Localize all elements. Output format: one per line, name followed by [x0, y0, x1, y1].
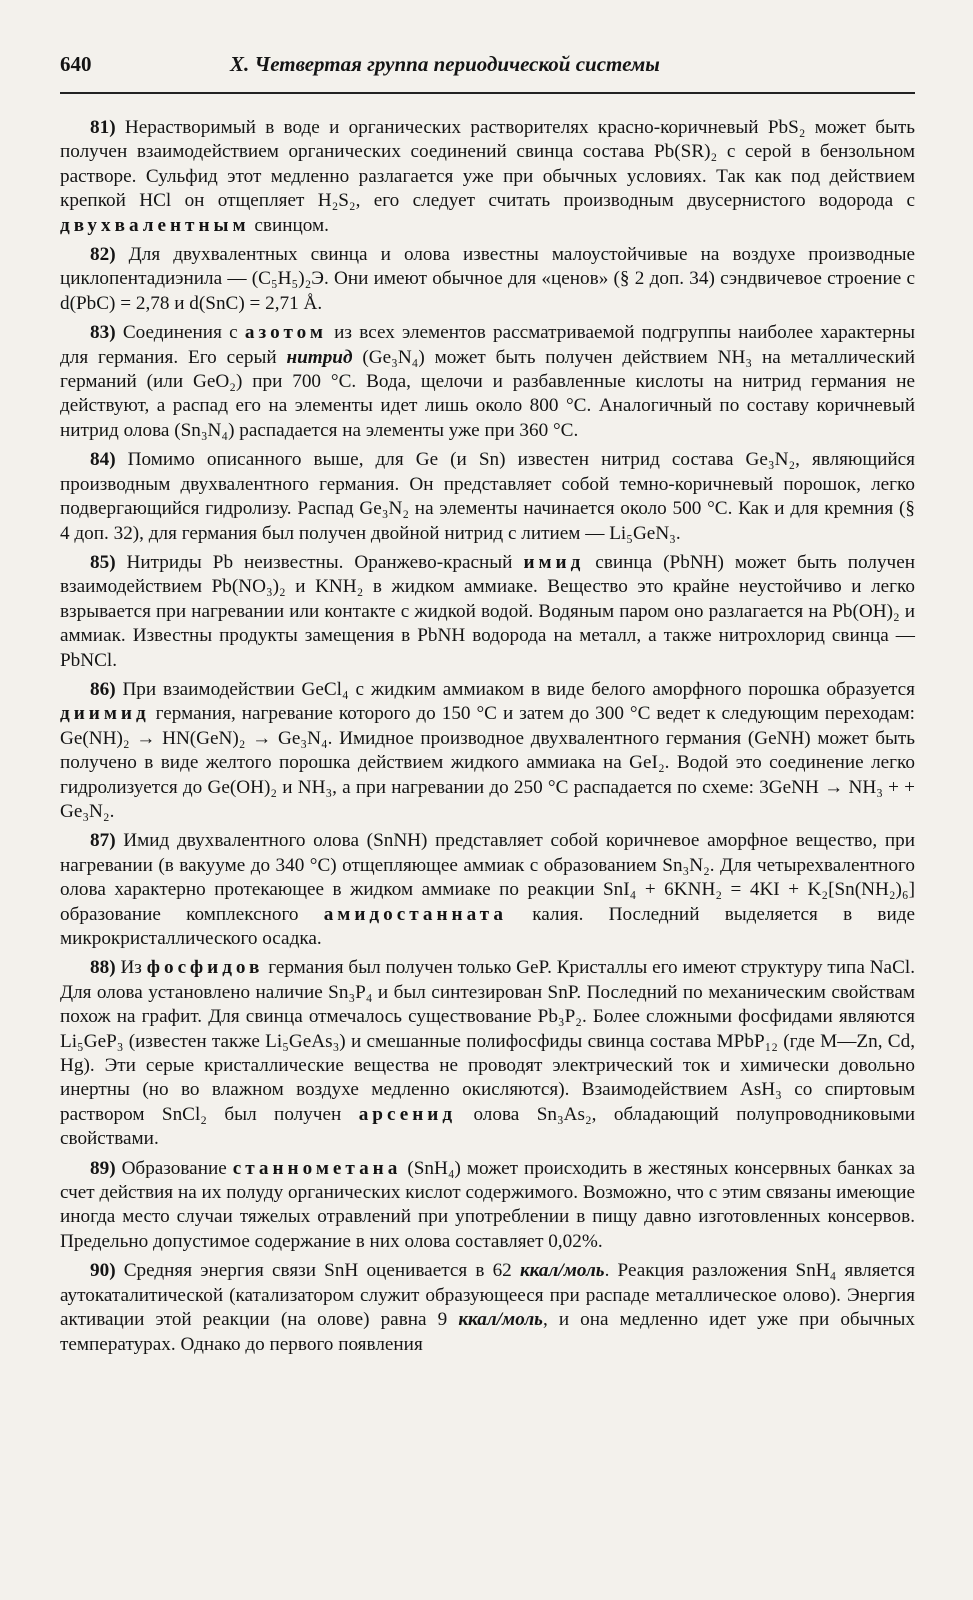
spaced-term: станнометана [232, 1157, 402, 1179]
paragraph [60, 321, 915, 443]
running-title: X. Четвертая группа периодической системы [230, 52, 660, 76]
paragraph [60, 243, 915, 316]
paragraph-text: свинца (PbNH) может быть получен взаимодействием Pb(NO₃)₂ и KNH₂ в жидком аммиаке. Вещество это крайне неустойчиво и легко взрывается при нагревании или контакте с жидкой водой. Водяным паром оно разлагается на Pb(OH)₂ и аммиак. Известны продукты замещения в PbNH водорода на металл, а также нитрохлорид свинца — PbNCl. [60, 551, 915, 671]
spaced-term: фосфидов [146, 957, 264, 979]
paragraph [60, 956, 915, 1151]
italic-term: ккал/моль [519, 1260, 605, 1282]
paragraph-number: 88) [90, 957, 116, 979]
paragraph-text: (Ge₃N₄) может быть получен действием NH₃ на металлический германий (или GeO₂) при 700 °C. Вода, щелочи и разбавленные кислоты на нитрид германия не действуют, а распад его на элементы идет лишь около 800 °C. Аналогичный по составу коричневый нитрид олова (Sn₃N₄) распадается на элементы уже при 360 °C. [60, 346, 915, 441]
paragraph [60, 1259, 915, 1357]
spaced-term: имид [523, 551, 585, 573]
paragraph-number: 83) [90, 322, 116, 344]
paragraph [60, 829, 915, 951]
paragraph-text: Для двухвалентных свинца и олова известны малоустойчивые на воздухе производные циклопентадиэнила — (C₅H₅)₂Э. Они имеют обычное для «ценов» (§ 2 доп. 34) сэндвичевое строение с d(PbC) = 2,78 и d(SnC) = 2,71 Å. [60, 244, 916, 314]
paragraph-text: При взаимодействии GeCl₄ с жидким аммиаком в виде белого аморфного порошка образуется [122, 678, 915, 700]
italic-term: ккал/моль [458, 1309, 543, 1331]
paragraph-number: 84) [90, 449, 116, 471]
spaced-term: азотом [244, 322, 327, 344]
page-number: 640 [60, 52, 92, 76]
paragraph-number: 87) [90, 830, 116, 852]
italic-term: нитрид [286, 346, 353, 368]
paragraph-text: Нитриды Pb неизвестны. Оранжево-красный [126, 551, 524, 573]
paragraph-number: 85) [90, 551, 116, 573]
paragraph-text: Нерастворимый в воде и органических растворителях красно-коричневый PbS₂ может быть получен взаимодействием органических соединений свинца состава Pb(SR)₂ с серой в бензольном растворе. Сульфид этот медленно разлагается уже при обычных условиях. Так как под действием крепкой HCl он отщепляет H₂S₂, его следует считать производным двусернистого водорода с [60, 117, 915, 212]
paragraph-number: 89) [90, 1157, 116, 1179]
paragraph-text: германия был получен только GeP. Кристаллы его имеют структуру типа NaCl. Для олова установлено наличие Sn₃P₄ и был синтезирован SnP. Последний по механическим свойствам похож на графит. Для свинца отмечалось существование Pb₃P₂. Более сложными фосфидами являются Li₅GeP₃ (известен также Li₅GeAs₃) и смешанные полифосфиды свинца состава MPbP₁₂ (где M—Zn, Cd, Hg). Эти серые кристаллические вещества не проводят электрический ток и химически довольно инертны (но во влажном воздухе медленно окисляются). Взаимодействием AsH₃ со спиртовым раствором SnCl₂ был получен [60, 957, 915, 1125]
paragraph-text: Имид двухвалентного олова (SnNH) представляет собой коричневое аморфное вещество, при нагревании (в вакууме до 340 °C) отщепляющее аммиак с образованием Sn₃N₂. Для четырехвалентного олова характерно протекающее в жидком аммиаке по реакции SnI₄ + 6KNH₂ = 4KI + K₂[Sn(NH₂)₆] образование комплексного [60, 830, 915, 925]
header-rule [60, 92, 915, 94]
paragraph-text: . Реакция разложения SnH₄ является аутокаталитической (катализатором служит образующееся при распаде металлическое олово). Энергия активации этой реакции (на олове) равна 9 [60, 1260, 916, 1331]
paragraph [60, 116, 915, 238]
paragraph-text: , и она медленно идет уже при обычных температурах. Однако до первого появления [60, 1309, 915, 1355]
paragraph [60, 448, 915, 546]
paragraph-text: (SnH₄) может происходить в жестяных консервных банках за счет действия на их полуду органических кислот содержимого. Возможно, что с этим связаны имеющие иногда место случаи тяжелых отравлений при употреблении в пищу давно изготовленных консервов. Предельно допустимое содержание в них олова составляет 0,02%. [60, 1157, 916, 1252]
paragraph-text: Помимо описанного выше, для Ge (и Sn) известен нитрид состава Ge₃N₂, являющийся производным двухвалентного германия. Он представляет собой темно-коричневый порошок, легко подвергающийся гидролизу. Распад Ge₃N₂ на элементы начинается около 500 °C. Как и для кремния (§ 4 доп. 32), для германия был получен двойной нитрид с литием — Li₅GeN₃. [60, 449, 915, 544]
paragraph-text: Из [120, 957, 147, 979]
spaced-term: амидостанната [323, 903, 507, 925]
paragraph-text: из всех элементов рассматриваемой подгруппы наиболее характерны для германия. Его серый [60, 322, 915, 368]
paragraph-number: 86) [90, 678, 116, 700]
spaced-term: двухвалентным [60, 214, 250, 236]
spaced-term: арсенид [358, 1103, 457, 1125]
paragraph [60, 1157, 915, 1255]
paragraph-text: калия. Последний выделяется в виде микрокристаллического осадка. [60, 903, 915, 949]
paragraph [60, 678, 915, 824]
paragraph-text: германия, нагревание которого до 150 °C и затем до 300 °C ведет к следующим переходам: Ge(NH)₂ → HN(GeN)₂ → Ge₃N₄. Имидное производное двухвалентного германия (GeNH) может быть получено в виде желтого порошка действием жидкого аммиака на GeI₂. Водой это соединение легко гидролизуется до Ge(OH)₂ и NH₃, а при нагревании до 250 °C распадается по схеме: 3GeNH → NH₃ + + Ge₃N₂. [60, 703, 915, 822]
paragraph-number: 81) [90, 117, 116, 138]
running-header [60, 52, 915, 86]
paragraph-text: олова Sn₃As₂, обладающий полупроводниковыми свойствами. [60, 1103, 915, 1150]
paragraph-text: Соединения с [122, 322, 245, 344]
paragraph [60, 551, 915, 673]
spaced-term: диимид [60, 703, 150, 725]
paragraph-text: свинцом. [249, 214, 329, 236]
paragraph-number: 90) [90, 1260, 116, 1282]
paragraph-text: Образование [121, 1157, 233, 1179]
paragraph-text: Средняя энергия связи SnH оценивается в 62 [123, 1260, 520, 1282]
paragraph-number: 82) [90, 244, 116, 266]
document-body [60, 116, 915, 1357]
